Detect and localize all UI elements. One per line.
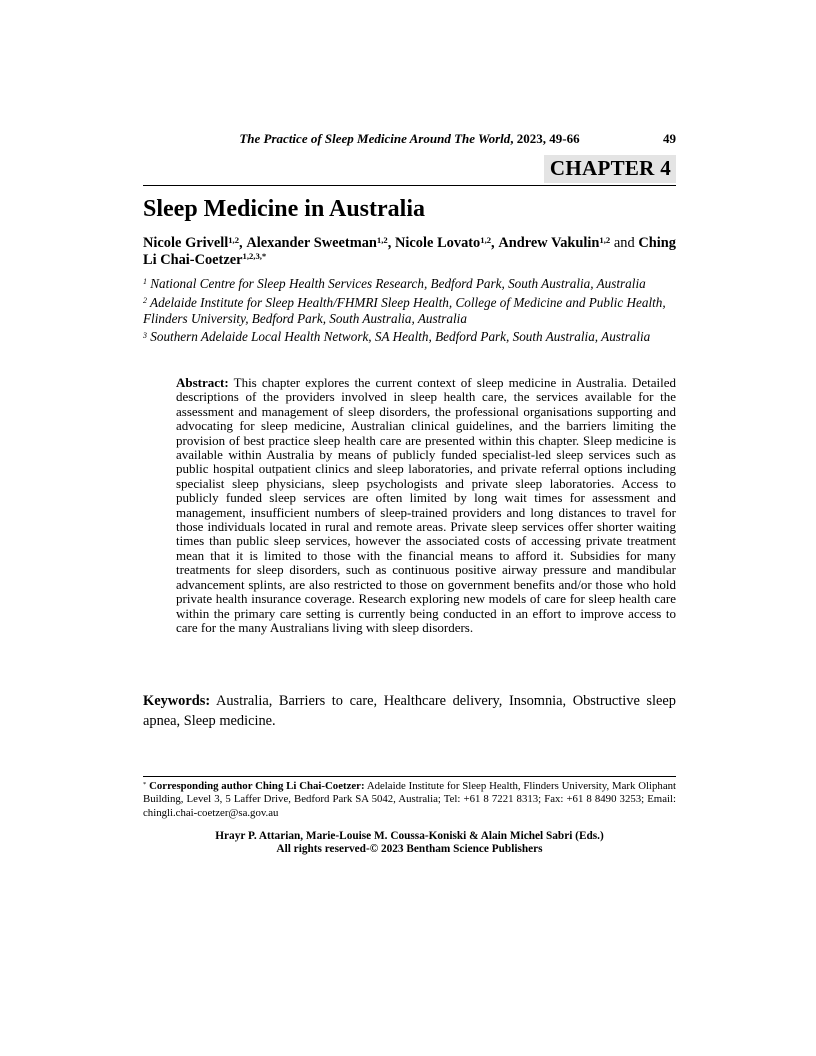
running-head-book-title: The Practice of Sleep Medicine Around The World [239, 131, 511, 146]
keywords-label: Keywords: [143, 693, 211, 709]
footer-editors: Hrayr P. Attarian, Marie-Louise M. Coussa-Koniski & Alain Michel Sabri (Eds.) [215, 830, 604, 842]
affiliation-text: National Centre for Sleep Health Services Research, Bedford Park, South Australia, Australia [150, 276, 646, 291]
footnote-text: Adelaide Institute for Sleep Health, Flinders University, Mark Oliphant Building, Level 3, 5 Laffer Drive, Bedford Park SA 5042, Australia; Tel: +61 8 7221 8313; Fax: +61 8 8490 3253; Email: chingli.chai-coetzer@sa.gov.au [143, 780, 677, 819]
keywords [143, 692, 676, 731]
affiliation-text: Southern Adelaide Local Health Network, SA Health, Bedford Park, South Australia, Australia [150, 329, 651, 345]
author-affil-sup: 1,2 [599, 234, 611, 245]
footnote-marker: * [143, 780, 147, 788]
page-number: 49 [663, 131, 676, 146]
keywords-text: Australia, Barriers to care, Healthcare delivery, Insomnia, Obstructive sleep apnea, Sleep medicine. [143, 693, 676, 729]
running-head-meta: , 2023, 49-66 [510, 131, 580, 146]
author-name: Ching Li Chai-Coetzer$^{1,2,3,*}$ [143, 235, 676, 268]
affiliation-number: 2 [143, 296, 147, 305]
author-affil-sup: 1,2,3,* [242, 251, 267, 262]
author-name: Nicole Lovato$^{1,2}$, [395, 234, 495, 251]
abstract [176, 376, 676, 635]
author-affil-sup: 1,2 [376, 234, 388, 245]
author-separator: and [610, 235, 639, 251]
affiliation-number: 1 [143, 277, 147, 287]
author-affil-sup: 1,2 [480, 234, 492, 245]
affiliation-list [143, 276, 676, 348]
author-list [143, 235, 676, 268]
book-footer [143, 830, 676, 856]
header-rule [143, 185, 676, 186]
affiliation-item [143, 329, 676, 345]
footnote-rule [143, 776, 676, 777]
author-affil-sup: 1,2 [228, 234, 240, 245]
running-head [143, 131, 676, 147]
author-name: Alexander Sweetman$^{1,2}$, [246, 234, 392, 251]
author-name: Nicole Grivell$^{1,2}$, [143, 234, 243, 251]
affiliation-item [143, 295, 676, 327]
footer-rights: All rights reserved-© 2023 Bentham Science Publishers [276, 843, 543, 855]
abstract-text: This chapter explores the current context of sleep medicine in Australia. Detailed descriptions of the providers involved in sleep health care, the services available for the assessment and management of sleep disorders, the professional organisations supporting and advocating for sleep medicine, Australian clinical guidelines, and the barriers limiting the provision of best practice sleep health care are presented within this chapter. Sleep medicine is available within Australia by means of publicly funded specialist-led sleep services such as public hospital outpatient clinics and sleep laboratories, and private referral options including specialist sleep physicians, sleep psychologists and private sleep laboratories. Access to publicly funded sleep services are often limited by long wait times for assessment and management, insufficient numbers of sleep-trained providers and long distances to travel for those individuals located in rural and remote areas. Private sleep services offer shorter waiting times than public sleep services, however the associated costs of accessing private treatment mean that it is limited to those with the financial means to afford it. Subsidies for many treatments for sleep disorders, such as continuous positive airway pressure and mandibular advancement splints, are also restricted to those on government benefits and/or those who hold private health insurance coverage. Research exploring new models of care for sleep health care within the primary care setting is currently being conducted in an effort to improve access to care for the many Australians living with sleep disorders. [176, 375, 677, 635]
corresponding-author-footnote [143, 780, 676, 820]
footnote-bold-label: Corresponding author Ching Li Chai-Coetzer: [149, 780, 365, 792]
author-name: Andrew Vakulin$^{1,2}$ [498, 234, 611, 251]
affiliation-number: 3 [143, 330, 147, 340]
affiliation-text: Adelaide Institute for Sleep Health/FHMRI Sleep Health, College of Medicine and Public Health, Flinders University, Bedford Park, South Australia, Australia [143, 294, 666, 326]
abstract-label: Abstract: [176, 375, 229, 390]
chapter-banner [143, 155, 676, 183]
chapter-title: Sleep Medicine in Australia [143, 196, 425, 222]
affiliation-item [143, 276, 676, 292]
chapter-label: CHAPTER 4 [544, 155, 676, 183]
